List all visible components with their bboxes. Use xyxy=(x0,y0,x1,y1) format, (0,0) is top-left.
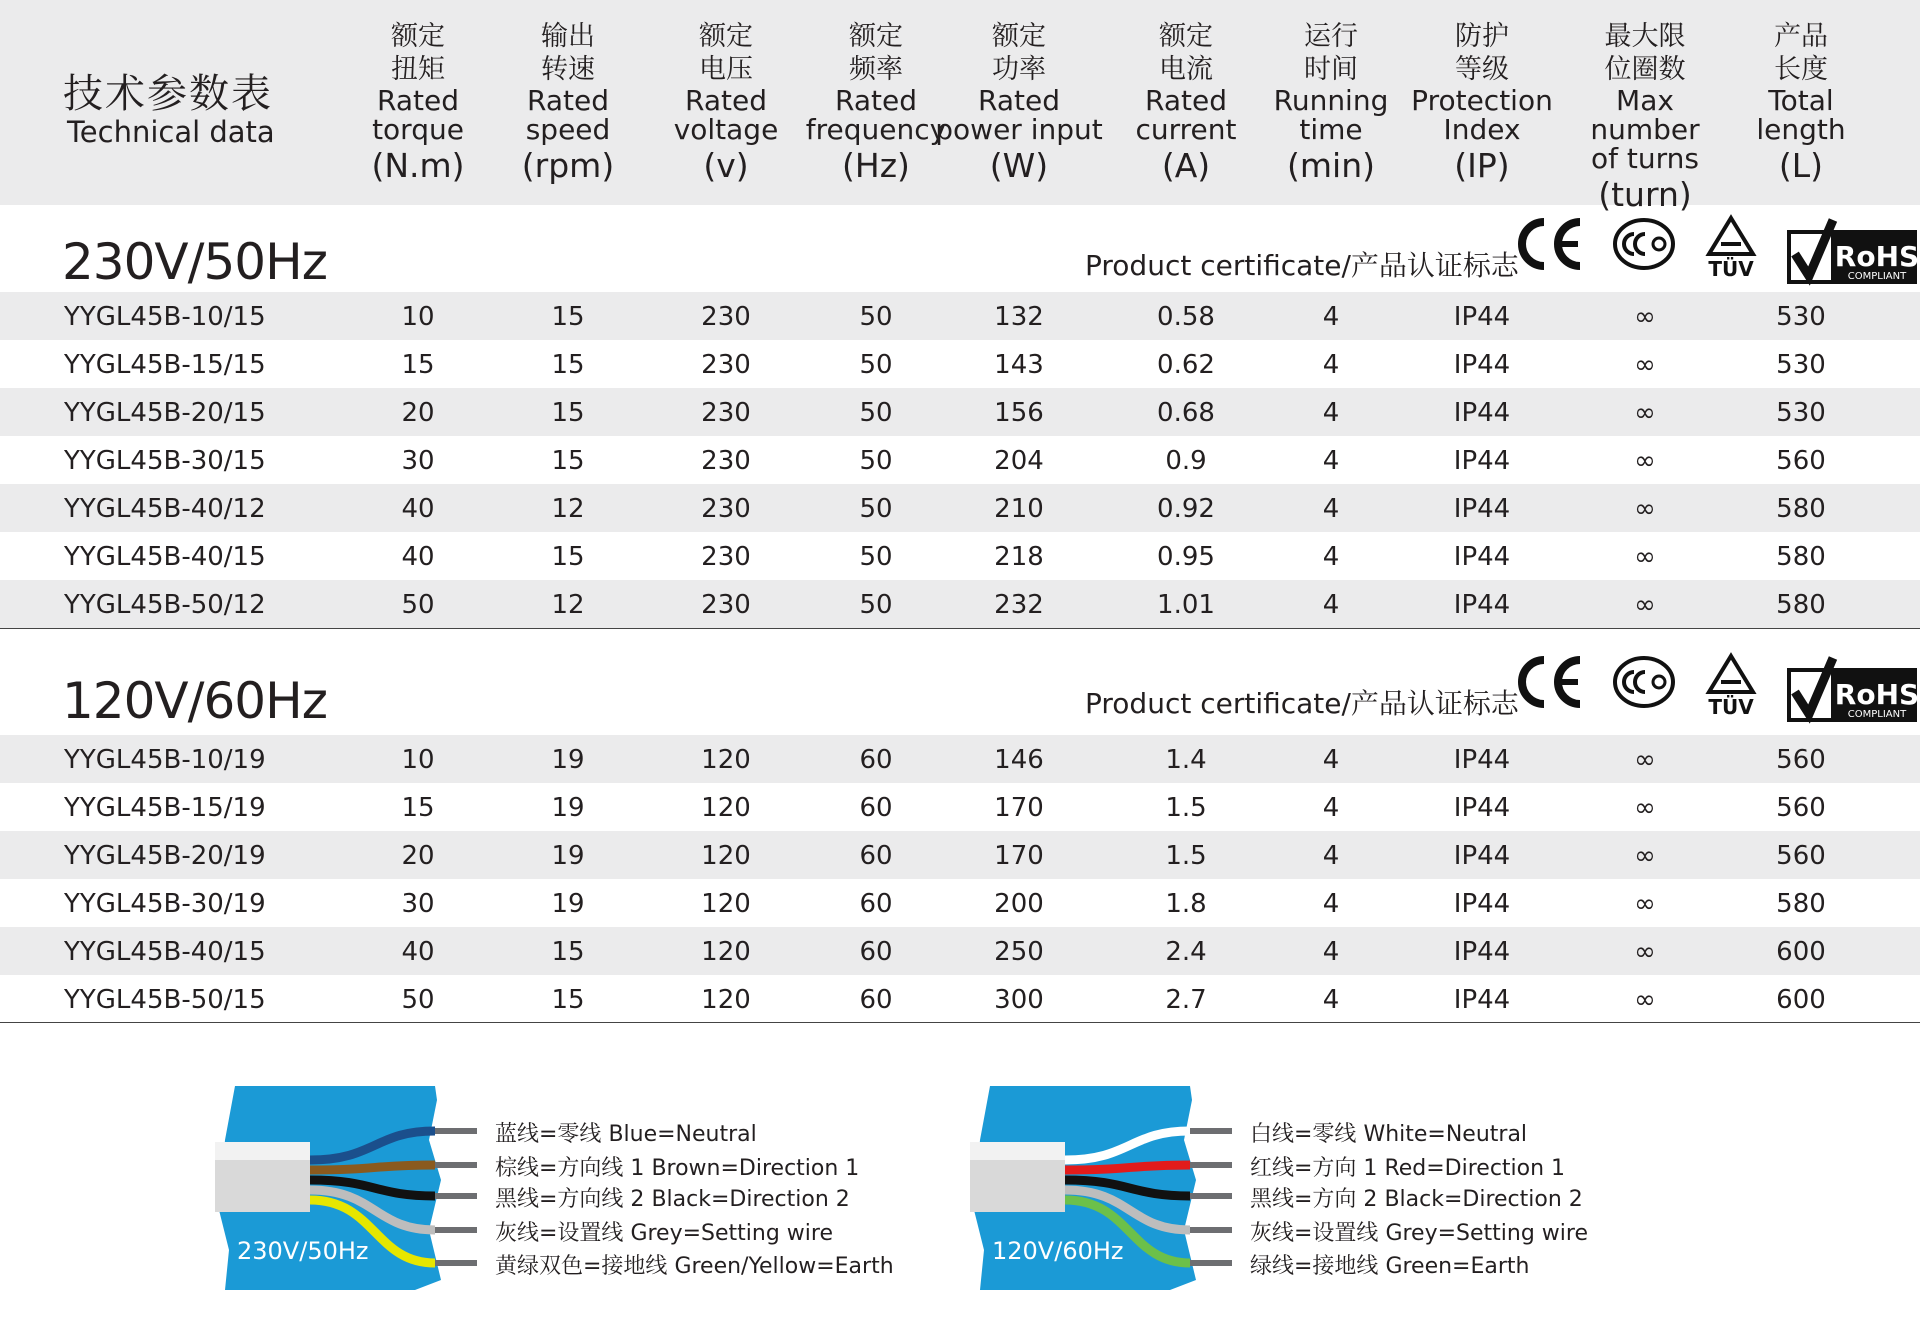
table-header xyxy=(0,0,1920,214)
wire-label-cn: 灰线=设置线 xyxy=(495,1221,624,1246)
value-cell: 0.58 xyxy=(1157,302,1215,332)
value-cell: 530 xyxy=(1776,398,1826,428)
column-header-cn1: 额定 xyxy=(992,21,1046,52)
model-cell: YYGL45B-30/19 xyxy=(64,889,266,919)
voltage-label: 230V/50Hz xyxy=(237,1237,369,1265)
value-cell: 20 xyxy=(401,841,435,871)
value-cell: 600 xyxy=(1776,985,1826,1015)
value-cell: 60 xyxy=(859,841,893,871)
table-row xyxy=(0,831,1920,879)
wire-label-en: Black=Direction 2 xyxy=(1384,1187,1583,1212)
value-cell: 19 xyxy=(551,793,585,823)
value-cell: 19 xyxy=(551,745,585,775)
wire-label xyxy=(1250,1151,1565,1182)
value-cell: 50 xyxy=(859,590,893,620)
table-row xyxy=(0,340,1920,388)
value-cell: 250 xyxy=(994,937,1044,967)
column-header-en1: Rated xyxy=(978,84,1060,117)
column-header-cn1: 额定 xyxy=(699,21,753,52)
value-cell: 580 xyxy=(1776,590,1826,620)
wire-label xyxy=(495,1249,894,1280)
wiring-diagram xyxy=(970,1080,1670,1300)
value-cell: IP44 xyxy=(1453,302,1511,332)
wire-label-cn: 绿线=接地线 xyxy=(1250,1254,1379,1279)
rohs-mark-icon xyxy=(1785,652,1920,724)
table-row xyxy=(0,484,1920,532)
column-header-cn1: 运行 xyxy=(1304,21,1358,52)
column-header-en2: torque xyxy=(372,113,464,146)
value-cell: ∞ xyxy=(1634,446,1656,476)
column-header-en2: of turns xyxy=(1591,142,1699,175)
rohs-mark-icon xyxy=(1785,214,1920,286)
column-header-en1: Max number xyxy=(1590,84,1700,146)
column-header-unit: (min) xyxy=(1287,146,1375,185)
column-header-cn1: 额定 xyxy=(1159,21,1213,52)
wire-label xyxy=(495,1182,850,1213)
value-cell: 4 xyxy=(1322,542,1340,572)
value-cell: 10 xyxy=(401,745,435,775)
value-cell: 1.5 xyxy=(1165,841,1207,871)
column-header-unit: (turn) xyxy=(1598,175,1692,214)
column-header-unit: (L) xyxy=(1778,146,1824,185)
value-cell: 230 xyxy=(701,302,751,332)
wire-label xyxy=(495,1216,833,1247)
value-cell: 1.5 xyxy=(1165,793,1207,823)
table-row xyxy=(0,783,1920,831)
column-header-en2: speed xyxy=(525,113,611,146)
value-cell: IP44 xyxy=(1453,841,1511,871)
column-header-en1: Rated xyxy=(527,84,609,117)
svg-text:COMPLIANT: COMPLIANT xyxy=(1847,271,1907,282)
column-header-en2: current xyxy=(1135,113,1237,146)
wire-label-en: Green/Yellow=Earth xyxy=(674,1254,894,1279)
model-cell: YYGL45B-15/19 xyxy=(64,793,266,823)
value-cell: 120 xyxy=(701,937,751,967)
value-cell: 60 xyxy=(859,889,893,919)
column-header-en1: Rated xyxy=(835,84,917,117)
wire-label-en: Green=Earth xyxy=(1385,1254,1530,1279)
value-cell: 15 xyxy=(551,446,585,476)
value-cell: ∞ xyxy=(1634,350,1656,380)
value-cell: 4 xyxy=(1322,937,1340,967)
value-cell: 4 xyxy=(1322,985,1340,1015)
value-cell: 4 xyxy=(1322,889,1340,919)
value-cell: 580 xyxy=(1776,494,1826,524)
value-cell: 15 xyxy=(551,985,585,1015)
value-cell: 0.95 xyxy=(1157,542,1215,572)
value-cell: 50 xyxy=(859,446,893,476)
table-row xyxy=(0,532,1920,580)
value-cell: IP44 xyxy=(1453,494,1511,524)
column-header-unit: (Hz) xyxy=(842,146,910,185)
column-header xyxy=(483,20,653,185)
wire-label-cn: 白线=零线 xyxy=(1250,1122,1357,1147)
value-cell: 300 xyxy=(994,985,1044,1015)
column-header-cn2: 转速 xyxy=(541,54,595,85)
value-cell: ∞ xyxy=(1634,302,1656,332)
value-cell: 600 xyxy=(1776,937,1826,967)
wire-label-en: Red=Direction 1 xyxy=(1384,1156,1566,1181)
wire-label-cn: 黑线=方向线 2 xyxy=(495,1187,645,1212)
value-cell: ∞ xyxy=(1634,793,1656,823)
value-cell: 20 xyxy=(401,398,435,428)
value-cell: 230 xyxy=(701,446,751,476)
value-cell: 120 xyxy=(701,793,751,823)
value-cell: IP44 xyxy=(1453,889,1511,919)
value-cell: ∞ xyxy=(1634,745,1656,775)
value-cell: 4 xyxy=(1322,350,1340,380)
value-cell: 2.7 xyxy=(1165,985,1207,1015)
section-title: 120V/60Hz xyxy=(62,672,327,730)
column-header-cn1: 输出 xyxy=(541,21,595,52)
value-cell: 50 xyxy=(859,494,893,524)
model-cell: YYGL45B-30/15 xyxy=(64,446,266,476)
table-row xyxy=(0,292,1920,340)
value-cell: ∞ xyxy=(1634,841,1656,871)
column-header-en1: Rated xyxy=(377,84,459,117)
value-cell: 50 xyxy=(859,542,893,572)
column-header-cn2: 电流 xyxy=(1159,54,1213,85)
value-cell: 120 xyxy=(701,745,751,775)
model-cell: YYGL45B-40/15 xyxy=(64,542,266,572)
value-cell: ∞ xyxy=(1634,985,1656,1015)
column-header-unit: (N.m) xyxy=(371,146,465,185)
column-header-en2: frequency xyxy=(805,113,947,146)
value-cell: 560 xyxy=(1776,841,1826,871)
column-header-en2: Index xyxy=(1443,113,1521,146)
value-cell: 60 xyxy=(859,745,893,775)
value-cell: 200 xyxy=(994,889,1044,919)
column-header-cn2: 长度 xyxy=(1774,54,1828,85)
value-cell: 143 xyxy=(994,350,1044,380)
tuv-mark-icon xyxy=(1703,214,1759,280)
ce-mark-icon xyxy=(1512,214,1584,274)
value-cell: 218 xyxy=(994,542,1044,572)
ccc-mark-icon xyxy=(1612,652,1676,712)
column-header-cn1: 额定 xyxy=(849,21,903,52)
value-cell: 10 xyxy=(401,302,435,332)
value-cell: 230 xyxy=(701,494,751,524)
value-cell: 60 xyxy=(859,793,893,823)
value-cell: 0.9 xyxy=(1165,446,1207,476)
value-cell: 0.92 xyxy=(1157,494,1215,524)
value-cell: 4 xyxy=(1322,745,1340,775)
model-cell: YYGL45B-20/15 xyxy=(64,398,266,428)
section-divider xyxy=(0,628,1920,629)
wire-label xyxy=(1250,1182,1583,1213)
value-cell: IP44 xyxy=(1453,745,1511,775)
value-cell: 12 xyxy=(551,590,585,620)
value-cell: IP44 xyxy=(1453,542,1511,572)
value-cell: 19 xyxy=(551,841,585,871)
value-cell: IP44 xyxy=(1453,590,1511,620)
model-cell: YYGL45B-20/19 xyxy=(64,841,266,871)
column-header-en1: Rated xyxy=(685,84,767,117)
value-cell: 0.62 xyxy=(1157,350,1215,380)
value-cell: 60 xyxy=(859,985,893,1015)
wire-label xyxy=(1250,1117,1527,1148)
value-cell: IP44 xyxy=(1453,446,1511,476)
value-cell: 15 xyxy=(551,542,585,572)
column-header-en1: Running xyxy=(1273,84,1389,117)
value-cell: 204 xyxy=(994,446,1044,476)
table-row xyxy=(0,580,1920,628)
value-cell: ∞ xyxy=(1634,889,1656,919)
svg-text:TÜV: TÜV xyxy=(1708,257,1754,280)
value-cell: 1.01 xyxy=(1157,590,1215,620)
value-cell: ∞ xyxy=(1634,542,1656,572)
model-cell: YYGL45B-40/15 xyxy=(64,937,266,967)
value-cell: 132 xyxy=(994,302,1044,332)
value-cell: 146 xyxy=(994,745,1044,775)
value-cell: ∞ xyxy=(1634,937,1656,967)
column-header xyxy=(1397,20,1567,185)
column-header-en2: voltage xyxy=(673,113,779,146)
wire-label-en: White=Neutral xyxy=(1363,1122,1528,1147)
svg-text:RoHS: RoHS xyxy=(1834,240,1920,273)
value-cell: 50 xyxy=(859,302,893,332)
certificate-label: Product certificate/产品认证标志 xyxy=(1085,687,1519,720)
value-cell: 170 xyxy=(994,841,1044,871)
voltage-label: 120V/60Hz xyxy=(992,1237,1124,1265)
column-header-cn2: 等级 xyxy=(1455,54,1509,85)
wire-label-en: Brown=Direction 1 xyxy=(651,1156,860,1181)
value-cell: 40 xyxy=(401,494,435,524)
title-cn: 技术参数表 xyxy=(63,71,273,117)
value-cell: 4 xyxy=(1322,494,1340,524)
value-cell: 50 xyxy=(401,985,435,1015)
value-cell: 232 xyxy=(994,590,1044,620)
model-cell: YYGL45B-50/12 xyxy=(64,590,266,620)
ccc-mark-icon xyxy=(1612,214,1676,274)
value-cell: IP44 xyxy=(1453,985,1511,1015)
value-cell: IP44 xyxy=(1453,398,1511,428)
value-cell: 50 xyxy=(859,350,893,380)
value-cell: 1.8 xyxy=(1165,889,1207,919)
value-cell: ∞ xyxy=(1634,590,1656,620)
value-cell: IP44 xyxy=(1453,793,1511,823)
column-header-unit: (v) xyxy=(703,146,749,185)
value-cell: 530 xyxy=(1776,350,1826,380)
value-cell: 230 xyxy=(701,542,751,572)
wire-label-cn: 棕线=方向线 1 xyxy=(495,1156,645,1181)
value-cell: 560 xyxy=(1776,446,1826,476)
wire-label-cn: 黑线=方向 2 xyxy=(1250,1187,1378,1212)
column-header-cn2: 频率 xyxy=(849,54,903,85)
wire-label-en: Black=Direction 2 xyxy=(651,1187,850,1212)
value-cell: 15 xyxy=(551,350,585,380)
wire-label-cn: 灰线=设置线 xyxy=(1250,1221,1379,1246)
value-cell: 15 xyxy=(551,398,585,428)
value-cell: 15 xyxy=(551,302,585,332)
section-divider xyxy=(0,1022,1920,1023)
column-header-cn1: 产品 xyxy=(1774,21,1828,52)
table-row xyxy=(0,879,1920,927)
wire-label-en: Blue=Neutral xyxy=(608,1122,757,1147)
column-header-en2: time xyxy=(1299,113,1363,146)
value-cell: 50 xyxy=(859,398,893,428)
column-header-en1: Total xyxy=(1768,84,1834,117)
value-cell: 4 xyxy=(1322,793,1340,823)
wire-label xyxy=(495,1117,757,1148)
value-cell: 580 xyxy=(1776,889,1826,919)
value-cell: 60 xyxy=(859,937,893,967)
column-header-cn1: 防护 xyxy=(1455,21,1509,52)
value-cell: 1.4 xyxy=(1165,745,1207,775)
wire-label-en: Grey=Setting wire xyxy=(630,1221,834,1246)
column-header xyxy=(1716,20,1886,185)
value-cell: 0.68 xyxy=(1157,398,1215,428)
column-header-cn2: 时间 xyxy=(1304,54,1358,85)
table-row xyxy=(0,388,1920,436)
column-header xyxy=(641,20,811,185)
tuv-mark-icon xyxy=(1703,652,1759,718)
value-cell: 560 xyxy=(1776,793,1826,823)
svg-text:TÜV: TÜV xyxy=(1708,695,1754,718)
value-cell: 40 xyxy=(401,542,435,572)
column-header-unit: (A) xyxy=(1161,146,1211,185)
title-en: Technical data xyxy=(67,115,275,149)
value-cell: 12 xyxy=(551,494,585,524)
value-cell: 230 xyxy=(701,590,751,620)
column-header-en1: Protection xyxy=(1411,84,1553,117)
wire-label xyxy=(495,1151,859,1182)
column-header-en2: length xyxy=(1756,113,1846,146)
value-cell: 120 xyxy=(701,985,751,1015)
value-cell: 230 xyxy=(701,350,751,380)
value-cell: 4 xyxy=(1322,302,1340,332)
value-cell: 560 xyxy=(1776,745,1826,775)
wiring-diagram xyxy=(215,1080,915,1300)
value-cell: 15 xyxy=(401,350,435,380)
svg-text:COMPLIANT: COMPLIANT xyxy=(1847,709,1907,720)
value-cell: 30 xyxy=(401,446,435,476)
column-header-en1: Rated xyxy=(1145,84,1227,117)
value-cell: 156 xyxy=(994,398,1044,428)
wire-label-cn: 黄绿双色=接地线 xyxy=(495,1254,668,1279)
table-row xyxy=(0,436,1920,484)
column-header xyxy=(333,20,503,185)
value-cell: 210 xyxy=(994,494,1044,524)
column-header-cn1: 最大限 xyxy=(1604,21,1686,52)
model-cell: YYGL45B-10/15 xyxy=(64,302,266,332)
column-header-unit: (W) xyxy=(989,146,1049,185)
value-cell: 50 xyxy=(401,590,435,620)
model-cell: YYGL45B-15/15 xyxy=(64,350,266,380)
table-row xyxy=(0,975,1920,1023)
wire-label xyxy=(1250,1216,1588,1247)
column-header-cn2: 扭矩 xyxy=(391,54,445,85)
wire-label-cn: 蓝线=零线 xyxy=(495,1122,602,1147)
value-cell: 230 xyxy=(701,398,751,428)
column-header xyxy=(1246,20,1416,185)
column-header-cn2: 电压 xyxy=(699,54,753,85)
value-cell: 15 xyxy=(401,793,435,823)
value-cell: 19 xyxy=(551,889,585,919)
column-header xyxy=(934,20,1104,185)
value-cell: 120 xyxy=(701,841,751,871)
column-header-unit: (rpm) xyxy=(521,146,615,185)
value-cell: IP44 xyxy=(1453,350,1511,380)
value-cell: ∞ xyxy=(1634,494,1656,524)
model-cell: YYGL45B-10/19 xyxy=(64,745,266,775)
value-cell: 170 xyxy=(994,793,1044,823)
wire-label xyxy=(1250,1249,1530,1280)
value-cell: 4 xyxy=(1322,590,1340,620)
certificate-label: Product certificate/产品认证标志 xyxy=(1085,249,1519,282)
svg-text:RoHS: RoHS xyxy=(1834,678,1920,711)
value-cell: 580 xyxy=(1776,542,1826,572)
value-cell: 4 xyxy=(1322,446,1340,476)
column-header-cn1: 额定 xyxy=(391,21,445,52)
column-header-en2: power input xyxy=(935,113,1103,146)
value-cell: 530 xyxy=(1776,302,1826,332)
model-cell: YYGL45B-50/15 xyxy=(64,985,266,1015)
table-row xyxy=(0,927,1920,975)
table-row xyxy=(0,735,1920,783)
wire-label-cn: 红线=方向 1 xyxy=(1250,1156,1378,1181)
value-cell: IP44 xyxy=(1453,937,1511,967)
value-cell: ∞ xyxy=(1634,398,1656,428)
column-header-cn2: 功率 xyxy=(992,54,1046,85)
column-header-cn2: 位圈数 xyxy=(1604,54,1686,85)
section-title: 230V/50Hz xyxy=(62,233,327,291)
value-cell: 4 xyxy=(1322,841,1340,871)
value-cell: 120 xyxy=(701,889,751,919)
column-header xyxy=(1560,20,1730,214)
model-cell: YYGL45B-40/12 xyxy=(64,494,266,524)
value-cell: 30 xyxy=(401,889,435,919)
ce-mark-icon xyxy=(1512,652,1584,712)
value-cell: 15 xyxy=(551,937,585,967)
value-cell: 4 xyxy=(1322,398,1340,428)
value-cell: 2.4 xyxy=(1165,937,1207,967)
column-header-unit: (IP) xyxy=(1454,146,1510,185)
value-cell: 40 xyxy=(401,937,435,967)
wire-label-en: Grey=Setting wire xyxy=(1385,1221,1589,1246)
